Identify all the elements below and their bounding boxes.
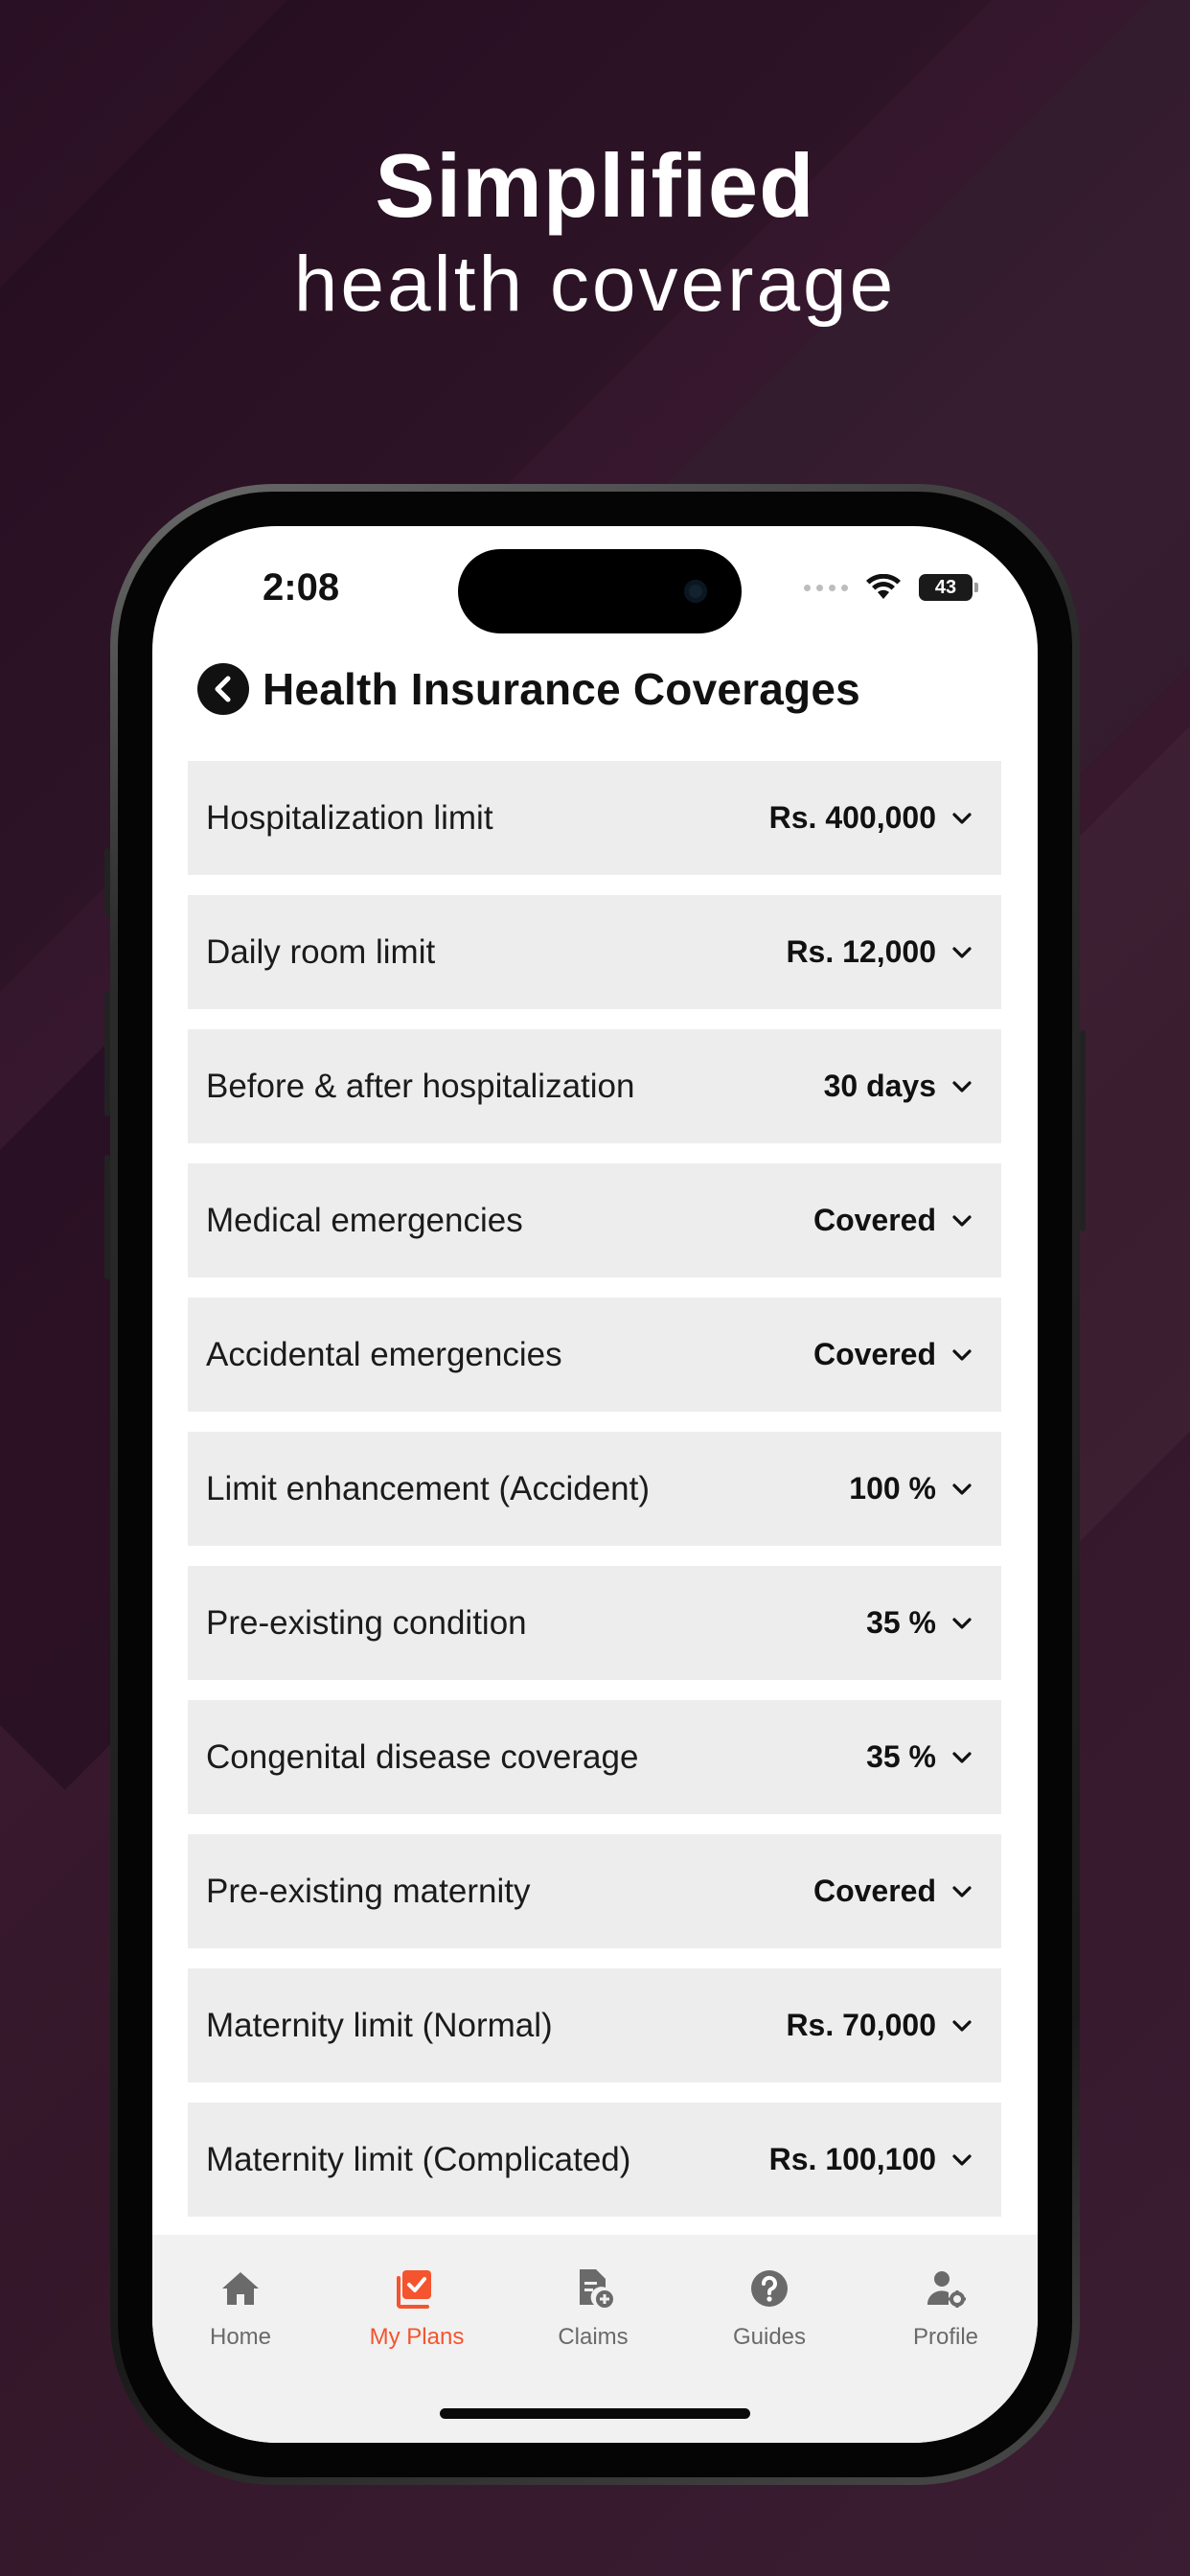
page-title: Health Insurance Coverages — [263, 664, 860, 714]
home-icon — [218, 2266, 263, 2311]
coverage-row[interactable] — [188, 1432, 1001, 1546]
tab-home[interactable] — [152, 2266, 329, 2351]
coverage-label: Congenital disease coverage — [206, 1737, 639, 1776]
coverage-label: Accidental emergencies — [206, 1335, 562, 1373]
promo-subheadline: health coverage — [293, 241, 897, 328]
coverage-row[interactable] — [188, 1566, 1001, 1680]
tab-label-profile: Profile — [912, 2324, 979, 2350]
chevron-down-icon — [951, 2019, 973, 2033]
coverage-row[interactable] — [188, 1834, 1001, 1948]
my-plans-icon — [395, 2266, 439, 2311]
tab-label-claims: Claims — [558, 2324, 629, 2350]
volume-up-button — [104, 992, 110, 1116]
coverage-row[interactable] — [188, 1029, 1001, 1143]
bottom-tab-bar — [152, 2235, 1038, 2443]
promo-headline: Simplified — [375, 135, 815, 236]
chevron-down-icon — [951, 2153, 973, 2167]
coverage-value-group — [866, 1739, 973, 1775]
home-indicator — [440, 2408, 750, 2419]
coverage-value: 100 % — [849, 1471, 936, 1506]
coverage-value-group — [866, 1605, 973, 1641]
coverage-value-group — [813, 1203, 973, 1238]
coverage-value-group — [786, 934, 973, 970]
tab-claims[interactable] — [505, 2266, 681, 2351]
tab-label-guides: Guides — [732, 2324, 807, 2350]
page-header — [197, 663, 860, 715]
power-button — [1080, 1030, 1086, 1231]
coverage-value-group — [769, 2142, 973, 2177]
coverage-label: Hospitalization limit — [206, 798, 493, 837]
claims-icon — [571, 2266, 615, 2311]
action-button — [104, 848, 110, 915]
coverage-value: 35 % — [866, 1605, 936, 1640]
tab-my-plans[interactable] — [329, 2266, 505, 2351]
coverage-value: Rs. 100,100 — [768, 2142, 936, 2176]
coverage-label: Limit enhancement (Accident) — [206, 1469, 650, 1507]
volume-down-button — [104, 1155, 110, 1279]
coverage-value-group — [786, 2008, 973, 2043]
coverage-row[interactable] — [188, 761, 1001, 875]
chevron-down-icon — [951, 1348, 973, 1362]
signal-icon — [804, 585, 848, 591]
coverage-label: Maternity limit (Complicated) — [206, 2140, 631, 2178]
coverage-row[interactable] — [188, 1968, 1001, 2082]
coverage-label: Medical emergencies — [206, 1201, 523, 1239]
battery-icon: 43 — [919, 574, 973, 601]
dynamic-island — [458, 549, 742, 633]
wifi-icon — [865, 574, 902, 601]
camera-icon — [684, 580, 707, 603]
coverage-value: Rs. 12,000 — [786, 934, 936, 969]
phone-frame — [110, 484, 1080, 2485]
chevron-down-icon — [951, 1885, 973, 1898]
coverage-row[interactable] — [188, 2103, 1001, 2217]
coverage-label: Pre-existing maternity — [206, 1872, 531, 1910]
status-time: 2:08 — [263, 566, 340, 609]
coverage-label: Pre-existing condition — [206, 1603, 527, 1642]
coverage-row[interactable] — [188, 1298, 1001, 1412]
tab-label-my-plans: My Plans — [369, 2324, 465, 2350]
chevron-down-icon — [951, 946, 973, 959]
coverage-value: Covered — [812, 1203, 936, 1237]
coverage-list — [188, 761, 1001, 2289]
app-screen — [152, 526, 1038, 2443]
chevron-down-icon — [951, 1617, 973, 1630]
coverage-row[interactable] — [188, 1163, 1001, 1277]
chevron-down-icon — [951, 1483, 973, 1496]
chevron-down-icon — [951, 1214, 973, 1228]
tab-guides[interactable] — [681, 2266, 858, 2351]
chevron-down-icon — [951, 812, 973, 825]
back-button[interactable] — [197, 663, 249, 715]
coverage-value-group — [769, 800, 973, 836]
coverage-value: 30 days — [823, 1069, 936, 1103]
coverage-value: Covered — [812, 1874, 936, 1908]
chevron-down-icon — [951, 1080, 973, 1093]
coverage-row[interactable] — [188, 895, 1001, 1009]
tab-profile[interactable] — [858, 2266, 1034, 2351]
coverage-value: Covered — [812, 1337, 936, 1371]
coverage-value-group — [813, 1337, 973, 1372]
tab-label-home: Home — [209, 2324, 272, 2350]
chevron-left-icon — [212, 676, 235, 702]
coverage-row[interactable] — [188, 1700, 1001, 1814]
coverage-label: Before & after hospitalization — [206, 1067, 635, 1105]
coverage-value-group — [849, 1471, 973, 1506]
coverage-value-group — [824, 1069, 973, 1104]
coverage-value: 35 % — [866, 1739, 936, 1774]
coverage-value: Rs. 400,000 — [768, 800, 936, 835]
coverage-label: Maternity limit (Normal) — [206, 2006, 553, 2044]
status-icons — [804, 574, 973, 601]
coverage-value-group — [813, 1874, 973, 1909]
profile-settings-icon — [924, 2266, 968, 2311]
coverage-value: Rs. 70,000 — [786, 2008, 936, 2042]
chevron-down-icon — [951, 1751, 973, 1764]
help-icon — [747, 2266, 791, 2311]
coverage-label: Daily room limit — [206, 932, 436, 971]
